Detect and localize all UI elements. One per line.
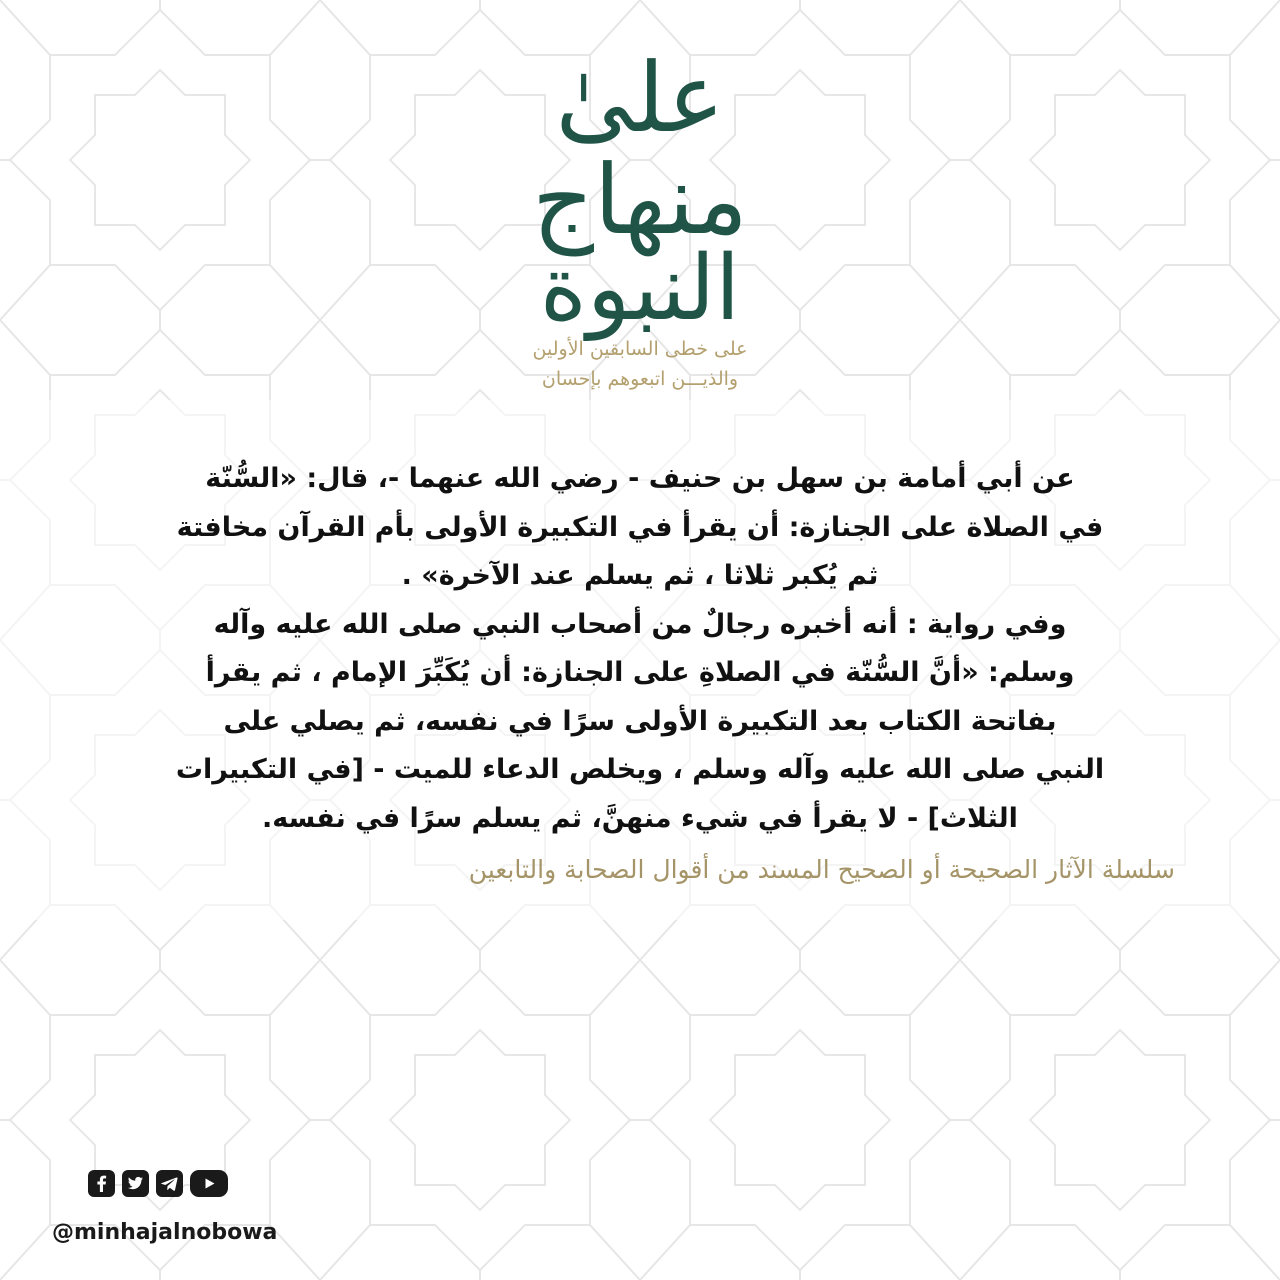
telegram-icon[interactable]: [156, 1170, 183, 1197]
logo-word-alnobowa: النبوة: [539, 236, 741, 341]
youtube-icon[interactable]: [190, 1170, 228, 1197]
facebook-icon[interactable]: [88, 1170, 115, 1197]
text-line: بفاتحة الكتاب بعد التكبيرة الأولى سرًا في نفسه، ثم يصلي على: [223, 705, 1057, 737]
text-line: الثلاث] - لا يقرأ في شيء منهنَّ، ثم يسلم سرًا في نفسه.: [262, 802, 1018, 834]
text-line: وسلم: «أنَّ السُّنّة في الصلاةِ على الجنازة: أن يُكَبِّرَ الإمام ، ثم يقرأ: [205, 657, 1075, 688]
hadith-text: [120, 455, 1160, 843]
logo-word-minhaj: منهاج: [532, 144, 748, 256]
text-line: عن أبي أمامة بن سهل بن حنيف - رضي الله عنهما -، قال: «السُّنّة: [205, 463, 1075, 494]
logo-tagline-2: والذيـــن اتبعوهم بإحسان: [541, 368, 739, 390]
social-handle[interactable]: @minhajalnobowa: [52, 1220, 278, 1245]
text-line: وفي رواية : أنه أخبره رجالٌ من أصحاب النبي صلى الله عليه وآله: [213, 608, 1067, 640]
logo: [480, 30, 800, 400]
text-line: ثم يُكبر ثلاثا ، ثم يسلم عند الآخرة» .: [401, 560, 879, 591]
source-citation: سلسلة الآثار الصحيحة أو الصحيح المسند من أقوال الصحابة والتابعين: [468, 855, 1175, 884]
logo-word-ala: علىٰ: [555, 42, 725, 154]
text-line: النبي صلى الله عليه وآله وسلم ، ويخلص الدعاء للميت - [في التكبيرات: [175, 754, 1105, 785]
social-icons: [88, 1170, 228, 1200]
text-line: في الصلاة على الجنازة: أن يقرأ في التكبيرة الأولى بأم القرآن مخافتة: [176, 511, 1104, 543]
logo-tagline-1: على خطى السابقين الأولين: [532, 338, 748, 360]
twitter-icon[interactable]: [122, 1170, 149, 1197]
